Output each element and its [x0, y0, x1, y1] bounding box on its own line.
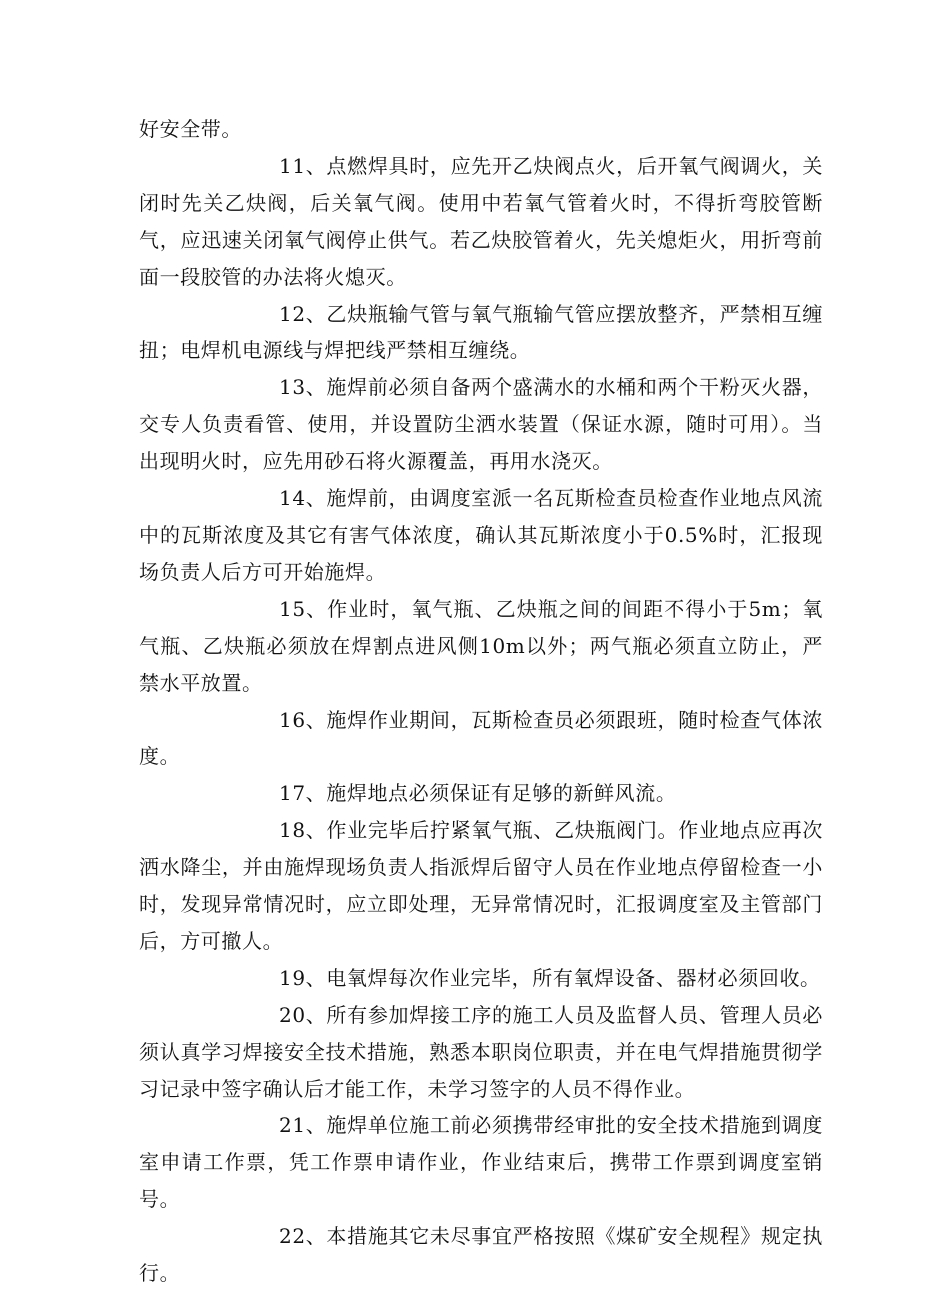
paragraph-item-22: 22、本措施其它未尽事宜严格按照《煤矿安全规程》规定执行。: [139, 1224, 823, 1286]
document-body: [139, 111, 823, 1292]
paragraph-item-19: 19、电氧焊每次作业完毕，所有氧焊设备、器材必须回收。: [279, 965, 821, 990]
paragraph-item-13: 13、施焊前必须自备两个盛满水的水桶和两个干粉灭火器，交专人负责看管、使用，并设置防尘洒水装置（保证水源，随时可用）。当出现明火时，应先用砂石将火源覆盖，再用水浇灭。: [139, 375, 823, 474]
paragraph-item-12: 12、乙炔瓶输气管与氧气瓶输气管应摆放整齐，严禁相互缠扭；电焊机电源线与焊把线严禁相互缠绕。: [139, 301, 823, 363]
paragraph-item-18: 18、作业完毕后拧紧氧气瓶、乙炔瓶阀门。作业地点应再次洒水降尘，并由施焊现场负责人指派焊后留守人员在作业地点停留检查一小时，发现异常情况时，应立即处理，无异常情况时，汇报调度室及主管部门后，方可撤人。: [139, 818, 823, 953]
paragraph-item-15: 15、作业时，氧气瓶、乙炔瓶之间的间距不得小于5m；氧气瓶、乙炔瓶必须放在焊割点进风侧10m以外；两气瓶必须直立防止，严禁水平放置。: [139, 596, 823, 695]
paragraph-item-11: 11、点燃焊具时，应先开乙炔阀点火，后开氧气阀调火，关闭时先关乙炔阀，后关氧气阀。使用中若氧气管着火时，不得折弯胶管断气，应迅速关闭氧气阀停止供气。若乙炔胶管着火，先关熄炬火，用折弯前面一段胶管的办法将火熄灭。: [139, 153, 823, 289]
paragraph-item-21: 21、施焊单位施工前必须携带经审批的安全技术措施到调度室申请工作票，凭工作票申请作业，作业结束后，携带工作票到调度室销号。: [139, 1113, 823, 1212]
paragraph-item-16: 16、施焊作业期间，瓦斯检查员必须跟班，随时检查气体浓度。: [139, 707, 823, 769]
paragraph-item-20: 20、所有参加焊接工序的施工人员及监督人员、管理人员必须认真学习焊接安全技术措施，熟悉本职岗位职责，并在电气焊措施贯彻学习记录中签字确认后才能工作，未学习签字的人员不得作业。: [139, 1002, 823, 1101]
paragraph-continuation: 好安全带。: [139, 117, 242, 141]
paragraph-item-14: 14、施焊前，由调度室派一名瓦斯检查员检查作业地点风流中的瓦斯浓度及其它有害气体浓度，确认其瓦斯浓度小于0.5%时，汇报现场负责人后方可开始施焊。: [139, 486, 823, 584]
paragraph-item-17: 17、施焊地点必须保证有足够的新鲜风流。: [279, 781, 677, 806]
